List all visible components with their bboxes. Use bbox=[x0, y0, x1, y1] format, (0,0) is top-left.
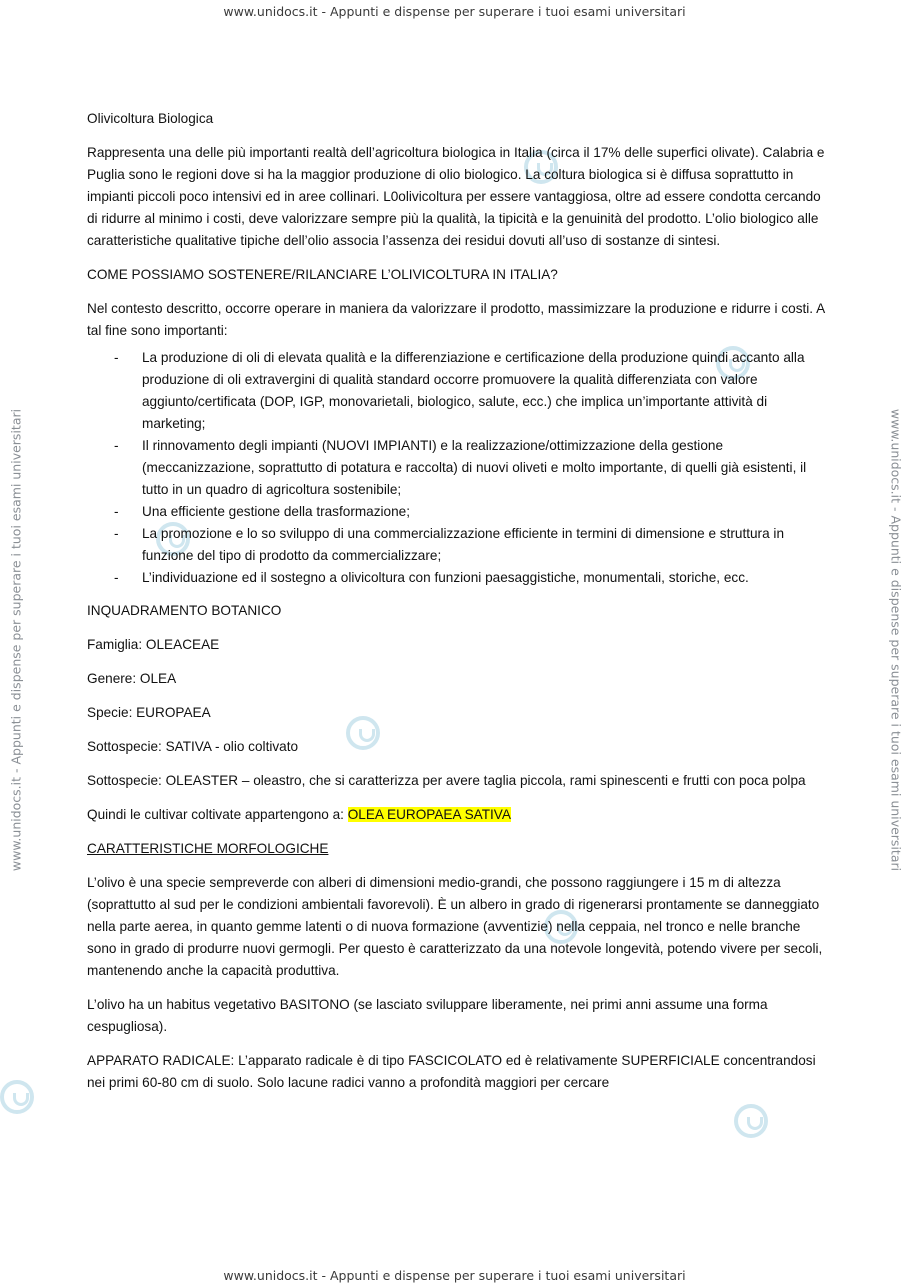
genere-line: Genere: OLEA bbox=[87, 671, 177, 686]
measures-list bbox=[87, 347, 827, 589]
footer-banner: www.unidocs.it - Appunti e dispense per superare i tuoi esami universitari bbox=[223, 1268, 686, 1283]
radicale-paragraph: APPARATO RADICALE: L’apparato radicale è di tipo FASCICOLATO ed è relativamente SUPERFICIALE concentrandosi nei primi 60-80 cm di suolo. Solo lacune radici vanno a profondità maggiori per cercare bbox=[87, 1053, 816, 1090]
list-item: - L’individuazione ed il sostegno a olivicoltura con funzioni paesaggistiche, monumentali, storiche, ecc. bbox=[87, 567, 827, 589]
list-item: - La produzione di oli di elevata qualità e la differenziazione e certificazione della produzione quindi accanto alla produzione di oli extravergini di qualità standard occorre promuovere la qualità differenziata con valore aggiunto/certificata (DOP, IGP, monovarietali, biologico, salute, ecc.) che implica un’importante attività di marketing; bbox=[87, 347, 827, 435]
famiglia-line: Famiglia: OLEACEAE bbox=[87, 637, 220, 652]
morph-heading: CARATTERISTICHE MORFOLOGICHE bbox=[87, 841, 329, 856]
morph-paragraph: L’olivo è una specie sempreverde con alberi di dimensioni medio-grandi, che possono raggiungere i 15 m di altezza (soprattutto al sud per le condizioni ambientali favorevoli). È un albero in grado di rigenerarsi prontamente se danneggiato nella parte aerea, in quanto gemme latenti o di nuova formazione (avventizie) nella ceppaia, nel tronco e nelle branche sono in grado di produrre nuovi germogli. Per questo è caratterizzato da una notevole longevità, potendo vivere per secoli, mantenendo anche la capacità produttiva. bbox=[87, 875, 823, 978]
cultivar-prefix: Quindi le cultivar coltivate appartengono a: bbox=[87, 807, 348, 822]
cultivar-highlight: OLEA EUROPAEA SATIVA bbox=[347, 807, 511, 822]
doc-title: Olivicoltura Biologica bbox=[87, 111, 214, 126]
habitus-paragraph: L’olivo ha un habitus vegetativo BASITONO (se lasciato sviluppare liberamente, nei primi anni assume una forma cespugliosa). bbox=[87, 997, 768, 1034]
watermark-logo-icon bbox=[0, 1080, 34, 1114]
document-body bbox=[87, 108, 827, 1106]
watermark-logo-icon bbox=[734, 1104, 768, 1138]
context-paragraph: Nel contesto descritto, occorre operare in maniera da valorizzare il prodotto, massimizzare la produzione e ridurre i costi. A tal fine sono importanti: bbox=[87, 301, 825, 338]
botanical-heading: INQUADRAMENTO BOTANICO bbox=[87, 603, 282, 618]
intro-paragraph: Rappresenta una delle più importanti realtà dell’agricoltura biologica in Italia (circa il 17% delle superfici olivate). Calabria e Puglia sono le regioni dove si ha la maggior produzione di olio biologico. La coltura biologica si è diffusa soprattutto in impianti piccoli poco intensivi ed in aree collinari. L0olivicoltura per essere vantaggiosa, oltre ad essere condotta cercando di ridurre al minimo i costi, deve valorizzare sempre più la qualità, la tipicità e la genuinità del prodotto. L’olio biologico alle caratteristiche qualitative tipiche dell’olio associa l’assenza dei residui dovuti all’uso di sostanze di sintesi. bbox=[87, 145, 825, 248]
list-item: - Il rinnovamento degli impianti (NUOVI IMPIANTI) e la realizzazione/ottimizzazione della gestione (meccanizzazione, soprattutto di potatura e raccolta) di nuovi oliveti e molto importante, di quelli già esistenti, il tutto in un quadro di agricoltura sostenibile; bbox=[87, 435, 827, 501]
list-item: - Una efficiente gestione della trasformazione; bbox=[87, 501, 827, 523]
question-heading: COME POSSIAMO SOSTENERE/RILANCIARE L’OLIVICOLTURA IN ITALIA? bbox=[87, 267, 558, 282]
cultivar-line bbox=[87, 804, 827, 826]
right-side-watermark-text: www.unidocs.it - Appunti e dispense per superare i tuoi esami universitari bbox=[888, 408, 904, 872]
header-banner: www.unidocs.it - Appunti e dispense per superare i tuoi esami universitari bbox=[223, 4, 686, 19]
sottospecie-sativa-line: Sottospecie: SATIVA - olio coltivato bbox=[87, 739, 299, 754]
specie-line: Specie: EUROPAEA bbox=[87, 705, 211, 720]
left-side-watermark-text: www.unidocs.it - Appunti e dispense per superare i tuoi esami universitari bbox=[8, 408, 24, 872]
sottospecie-oleaster-line: Sottospecie: OLEASTER – oleastro, che si caratterizza per avere taglia piccola, rami spinescenti e frutti con poca polpa bbox=[87, 773, 806, 788]
list-item: - La promozione e lo so sviluppo di una commercializzazione efficiente in termini di dimensione e struttura in funzione del tipo di prodotto da commercializzare; bbox=[87, 523, 827, 567]
